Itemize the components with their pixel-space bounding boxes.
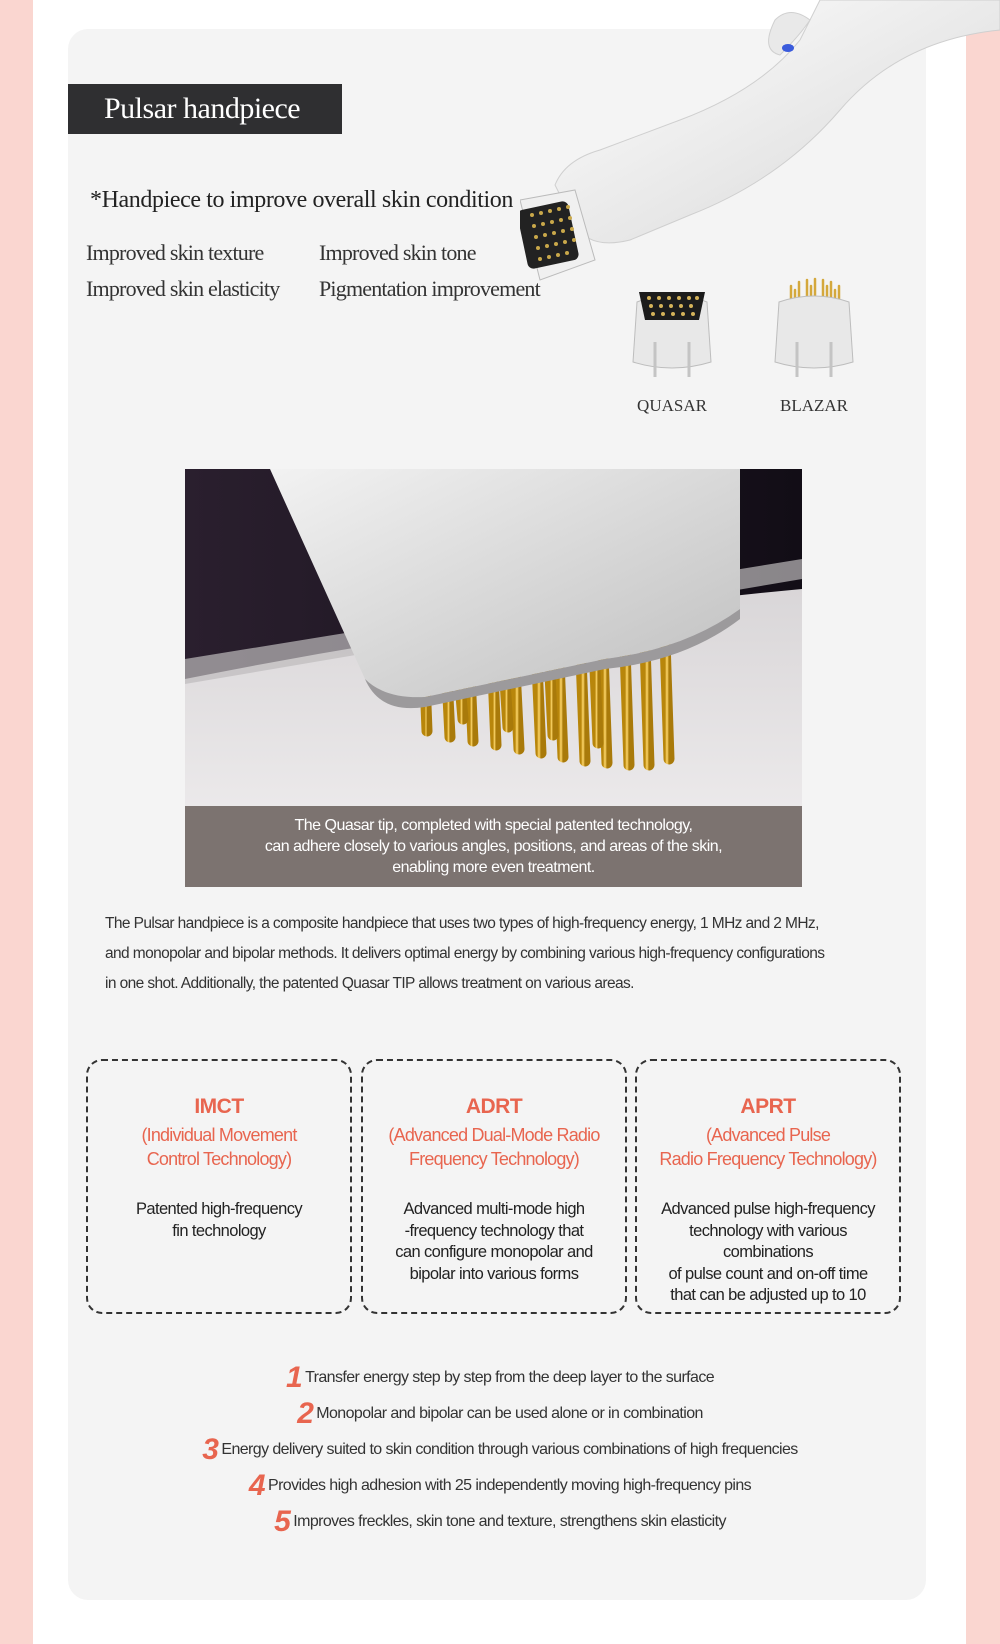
- tech-description: [363, 1199, 625, 1285]
- tech-full-name: [637, 1123, 899, 1171]
- benefit-item: Improved skin tone: [319, 240, 476, 265]
- product-description: [105, 909, 905, 999]
- quasar-tip-photo: [185, 469, 802, 887]
- tech-description: [88, 1199, 350, 1242]
- tech-full-line: Control Technology): [146, 1149, 292, 1169]
- photo-caption-line: can adhere closely to various angles, positions, and areas of the skin,: [264, 838, 723, 855]
- description-line: in one shot. Additionally, the patented Quasar TIP allows treatment on various areas.: [105, 975, 634, 992]
- tech-desc-line: can configure monopolar and: [395, 1243, 593, 1261]
- tech-desc-line: technology with various combinations: [689, 1221, 847, 1261]
- feature-item: [0, 1507, 1000, 1537]
- description-line: The Pulsar handpiece is a composite handpiece that uses two types of high-frequency energy, 1 MHz and 2 MHz,: [105, 915, 819, 932]
- tech-desc-line: of pulse count and on-off time: [668, 1264, 868, 1283]
- tech-full-line: (Individual Movement: [141, 1125, 297, 1145]
- feature-number: 5: [274, 1505, 291, 1538]
- photo-caption: [185, 806, 802, 887]
- tech-desc-line: bipolar into various forms: [409, 1264, 579, 1283]
- feature-text: Improves freckles, skin tone and texture, strengthens skin elasticity: [293, 1513, 726, 1530]
- benefit-item: Improved skin texture: [86, 240, 264, 265]
- benefit-item: Pigmentation improvement: [319, 276, 540, 301]
- feature-item: [0, 1435, 1000, 1465]
- pulsar-handpiece-illustration: [520, 0, 1000, 300]
- tech-box-aprt: [635, 1059, 901, 1314]
- benefit-item: Improved skin elasticity: [86, 276, 280, 301]
- photo-caption-line: enabling more even treatment.: [392, 859, 595, 876]
- tech-full-name: [363, 1123, 625, 1171]
- tech-desc-line: that can be adjusted up to 10: [670, 1286, 866, 1304]
- feature-text: Transfer energy step by step from the deep layer to the surface: [305, 1369, 715, 1386]
- tech-desc-line: Advanced pulse high-frequency: [661, 1200, 875, 1218]
- tech-desc-line: Patented high-frequency: [136, 1200, 302, 1218]
- photo-caption-line: The Quasar tip, completed with special patented technology,: [294, 817, 693, 834]
- tech-description: [637, 1199, 899, 1307]
- feature-item: [0, 1471, 1000, 1501]
- feature-text: Energy delivery suited to skin condition through various combinations of high frequencies: [221, 1441, 798, 1458]
- feature-text: Monopolar and bipolar can be used alone or in combination: [316, 1405, 703, 1422]
- tech-name: IMCT: [194, 1095, 244, 1118]
- description-line: and monopolar and bipolar methods. It delivers optimal energy by combining various high-frequency configurations: [105, 945, 825, 962]
- feature-item: [0, 1399, 1000, 1429]
- tech-full-line: Frequency Technology): [409, 1149, 579, 1169]
- quasar-tip-label: QUASAR: [637, 396, 707, 415]
- blazar-tip-icon: [767, 276, 862, 382]
- tech-name: ADRT: [465, 1095, 523, 1118]
- tech-box-adrt: [361, 1059, 627, 1314]
- tech-full-line: (Advanced Dual-Mode Radio: [388, 1125, 600, 1145]
- feature-number: 4: [248, 1469, 265, 1502]
- feature-number: 3: [202, 1433, 219, 1466]
- section-title: Pulsar handpiece: [68, 84, 342, 134]
- blazar-tip-label: BLAZAR: [780, 396, 848, 415]
- tech-full-line: Radio Frequency Technology): [659, 1149, 877, 1169]
- tech-full-line: (Advanced Pulse: [705, 1125, 831, 1145]
- tech-desc-line: -frequency technology that: [404, 1221, 584, 1240]
- feature-text: Provides high adhesion with 25 independently moving high-frequency pins: [268, 1477, 752, 1494]
- tech-desc-line: fin technology: [172, 1221, 266, 1240]
- feature-number: 2: [297, 1397, 314, 1430]
- feature-item: [0, 1363, 1000, 1393]
- feature-number: 1: [285, 1361, 303, 1394]
- tech-name: APRT: [740, 1095, 796, 1118]
- tech-desc-line: Advanced multi-mode high: [403, 1200, 585, 1218]
- tech-full-name: [88, 1123, 350, 1171]
- tech-box-imct: [86, 1059, 352, 1314]
- section-subtitle: *Handpiece to improve overall skin condition: [90, 187, 513, 213]
- quasar-tip-icon: [625, 282, 720, 382]
